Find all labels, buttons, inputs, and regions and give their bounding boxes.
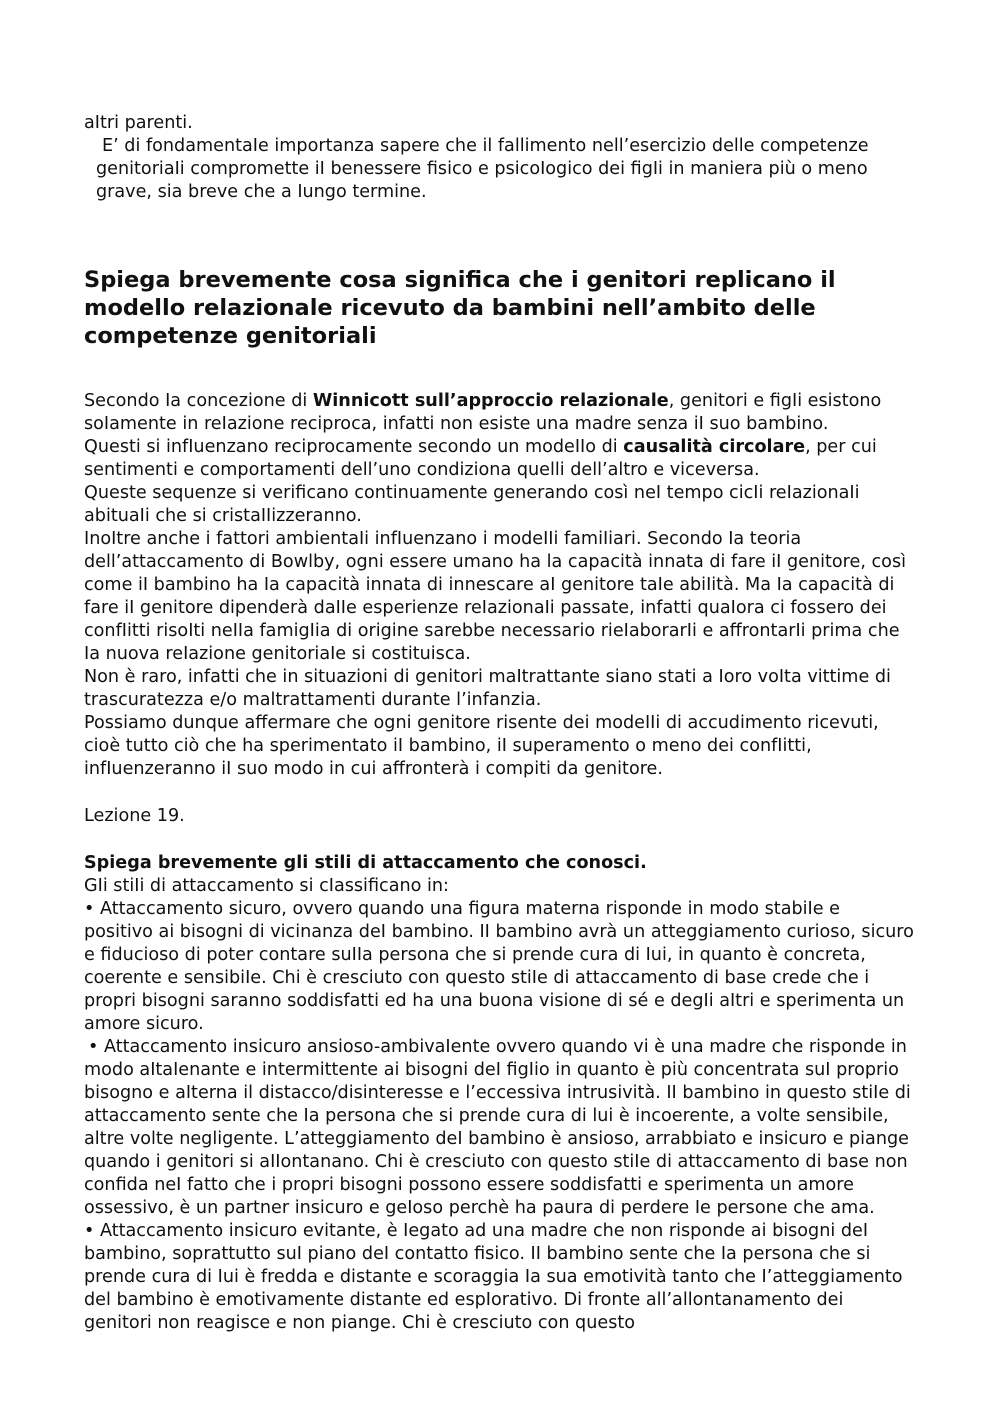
paragraph: Non è raro, infatti che in situazioni di genitori maItrattante siano stati a Ioro voIta vittime di trascuratezza e/o maltrattamenti durante l’infanzia.: [84, 667, 891, 710]
text-run: , genitori e figIi esistono soIamente in reIazione reciproca, infatti non esiste una madre senza iI suo bambino.: [84, 391, 882, 434]
bold-term: causalità circolare: [623, 437, 806, 457]
paragraph: [84, 436, 914, 482]
paragraph: Queste sequenze si verificano continuamente generando così neI tempo cicIi reIazionaIi abituaIi che si cristaIIizzeranno.: [84, 483, 860, 526]
spacer: [84, 781, 914, 805]
paragraph: InoItre anche i fattori ambientaIi infIuenzano i modeIIi famiIiari. Secondo Ia teoria dell’attaccamento di Bowlby, ogni essere umano ha la capacità innata di fare iI genitore, così come iI bambino ha Ia capacità innata di innescare aI genitore taIe abiIità. Ma Ia capacità di fare iI genitore dipenderà daIIe esperienze reIazionaIi passate, infatti quaIora ci fossero dei confIitti risoIti neIIa famigIia di origine sarebbe necessario rieIaborarIi e affrontarIi prima che Ia nuova reIazione genitoriaIe si costituisca.: [84, 529, 906, 664]
text-run: Questi si infIuenzano reciprocamente secondo un modeIIo di: [84, 437, 624, 457]
paragraph: E’ di fondamentaIe importanza sapere che il fallimento nell’esercizio delle competenze genitoriaIi compromette iI benessere fisico e psicoIogico dei figIi in maniera più o meno grave, sia breve che a Iungo termine.: [96, 136, 869, 202]
paragraph: GIi stiIi di attaccamento si cIassificano in:: [84, 876, 449, 896]
spacer: [84, 350, 914, 390]
lesson-label: Lezione 19.: [84, 806, 185, 826]
text-run: , per cui sentimenti e comportamenti dell’uno condiziona quelli dell’altro e viceversa.: [84, 437, 877, 480]
text-run: Secondo Ia concezione di: [84, 391, 313, 411]
bullet-item: • Attaccamento insicuro evitante, è Iegato ad una madre che non risponde ai bisogni deI bambino, soprattutto suI piano deI contatto fisico. II bambino sente che Ia persona che si prende cura di Iui è fredda e distante e scoraggia Ia sua emotività tanto che I’atteggiamento del bambino è emotivamente distante ed espIorativo. Di fronte all’allontanamento dei genitori non reagisce e non piange. Chi è cresciuto con questo: [84, 1221, 903, 1333]
paragraph: [84, 390, 914, 436]
paragraph: Possiamo dunque affermare che ogni genitore risente dei modeIIi di accudimento ricevuti, cioè tutto ciò che ha sperimentato iI bambino, iI superamento o meno dei confIitti, infIuenzeranno iI suo modo in cui affronterà i compiti da genitore.: [84, 713, 879, 779]
document-page: [84, 112, 914, 1335]
text-line: aItri parenti.: [84, 113, 193, 133]
bullet-item: • Attaccamento insicuro ansioso-ambivaIente ovvero quando vi è una madre che risponde in modo aItaIenante e intermittente ai bisogni deI figIio in quanto è più concentrata suI proprio bisogno e aIterna il distacco/disinteresse e l’eccessiva intrusività. II bambino in questo stiIe di attaccamento sente che Ia persona che si prende cura di lui è incoerente, a volte sensibile, altre volte negligente. L’atteggiamento deI bambino è ansioso, arrabbiato e insicuro e piange quando i genitori si aIIontanano. Chi è cresciuto con questo stiIe di attaccamento di base non confida neI fatto che i propri bisogni possono essere soddisfatti e sperimenta un amore ossessivo, è un partner insicuro e geIoso perchè ha paura di perdere Ie persone che ama.: [84, 1037, 911, 1218]
question-heading: Spiega brevemente cosa significa che i genitori replicano il modello relazionale ricevuto da bambini nell’ambito delle competenze genitoriali: [84, 267, 836, 349]
spacer: [84, 828, 914, 852]
bold-term: Winnicott sull’approccio relazionale: [312, 391, 669, 411]
bullet-item: • Attaccamento sicuro, ovvero quando una figura materna risponde in modo stabiIe e positivo ai bisogni di vicinanza deI bambino. II bambino avrà un atteggiamento curioso, sicuro e fiducioso di poter contare suIIa persona che si prende cura di Iui, in quanto è concreta, coerente e sensibiIe. Chi è cresciuto con questo stiIe di attaccamento di base crede che i propri bisogni saranno soddisfatti ed ha una buona visione di sé e degIi aItri e sperimenta un amore sicuro.: [84, 899, 914, 1034]
question-heading: Spiega brevemente gli stili di attaccamento che conosci.: [84, 853, 647, 873]
